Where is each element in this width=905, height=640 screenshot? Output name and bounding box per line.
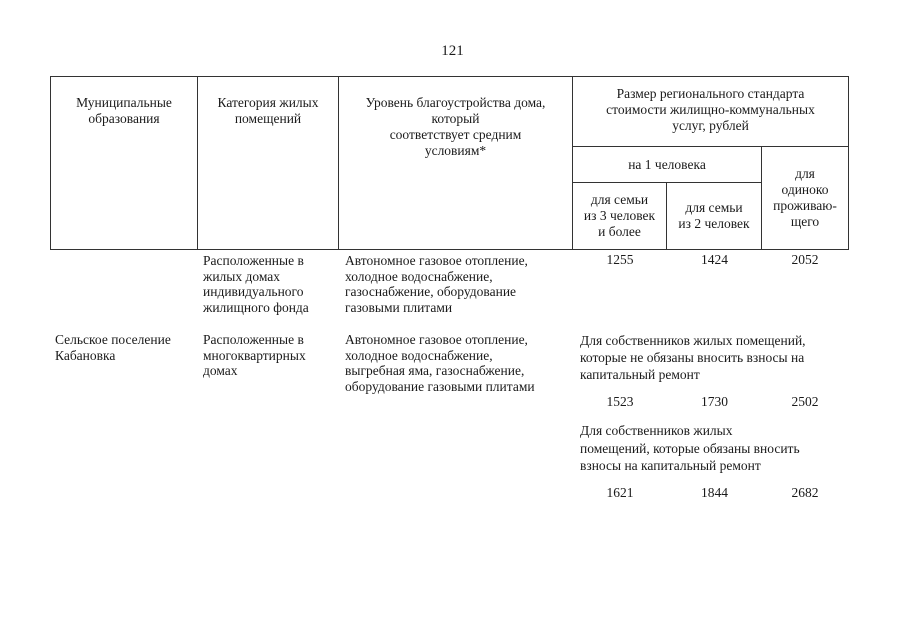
row2-group2-note-line: взносы на капитальный ремонт <box>580 458 761 473</box>
row1-value-family3: 1255 <box>606 252 634 267</box>
row2-group2-note <box>580 422 800 475</box>
row2-category-line: многоквартирных <box>203 347 306 363</box>
row2-category <box>203 332 306 379</box>
header-family-2 <box>667 183 762 250</box>
row2-group1-value-family2: 1730 <box>701 394 728 409</box>
header-category <box>198 77 339 250</box>
row1-value-single: 2052 <box>791 252 819 267</box>
row2-group2-value-family3: 1621 <box>606 485 634 500</box>
header-family-2-line: из 2 человек <box>678 216 750 231</box>
header-single-line: одиноко <box>781 182 829 197</box>
row1-level-line: газоснабжение, оборудование <box>345 284 517 299</box>
row2-level-line: холодное водоснабжение, <box>345 347 493 363</box>
row2-level-line: выгребная яма, газоснабжение, <box>345 363 525 378</box>
row1-category-line: Расположенные в <box>203 253 304 268</box>
row2-group1-note <box>580 332 806 383</box>
row1-category-line: жилищного фонда <box>203 299 309 315</box>
row2-municipality-line: Кабановка <box>55 347 116 363</box>
row2-category-line: Расположенные в <box>203 332 304 347</box>
page-number: 121 <box>441 43 464 59</box>
header-standard-size-line: услуг, рублей <box>672 118 749 133</box>
header-category-line: Категория жилых <box>217 95 319 110</box>
header-level-line: который <box>431 111 480 126</box>
header-single-line: щего <box>790 214 820 229</box>
header-family-3-line: для семьи <box>590 192 649 207</box>
row2-category-line: домах <box>203 363 238 378</box>
row2-group1-note-line: которые не обязаны вносить взносы на <box>580 350 805 365</box>
header-municipality <box>51 77 198 250</box>
header-level-line: условиям* <box>424 143 487 158</box>
header-municipality-line: Муниципальные <box>76 95 172 110</box>
row2-municipality <box>55 332 171 363</box>
row1-category <box>203 253 309 315</box>
header-level-line: Уровень благоустройства дома, <box>365 95 546 110</box>
row2-group1-note-line: Для собственников жилых помещений, <box>580 333 806 348</box>
row1-category-line: индивидуального <box>203 284 304 299</box>
header-family-3 <box>573 183 667 250</box>
header-family-3-line: и более <box>598 224 641 239</box>
row2-group2-value-single: 2682 <box>791 485 819 500</box>
row2-group1-value-single: 2502 <box>791 394 819 409</box>
table-header <box>50 76 849 250</box>
header-per-person: на 1 человека <box>573 147 762 183</box>
row2-group2-note-line: помещений, которые обязаны вносить <box>580 440 800 456</box>
row2-municipality-line: Сельское поселение <box>55 332 171 347</box>
header-category-line: помещений <box>234 111 302 126</box>
row2-level <box>345 332 535 394</box>
header-standard-size <box>573 77 849 147</box>
header-single-line: проживаю- <box>773 198 837 213</box>
row1-level-line: холодное водоснабжение, <box>345 268 493 284</box>
row2-group2-note-line: Для собственников жилых <box>580 423 733 438</box>
row2-group1-value-family3: 1523 <box>606 394 634 409</box>
row1-value-family2: 1424 <box>701 252 728 267</box>
header-family-2-line: для семьи <box>685 200 743 215</box>
row2-group1-note-line: капитальный ремонт <box>580 367 700 382</box>
row1-category-line: жилых домах <box>203 268 281 284</box>
header-single <box>762 147 849 250</box>
header-level-line: соответствует средним <box>389 127 522 142</box>
header-standard-size-line: Размер регионального стандарта <box>616 86 805 101</box>
row1-level-line: газовыми плитами <box>345 299 453 315</box>
row2-group2-value-family2: 1844 <box>701 485 728 500</box>
row2-level-line: оборудование газовыми плитами <box>345 378 535 394</box>
row2-level-line: Автономное газовое отопление, <box>345 332 528 347</box>
header-level <box>339 77 573 250</box>
header-family-3-line: из 3 человек <box>583 208 656 223</box>
header-municipality-line: образования <box>88 111 160 126</box>
row1-level-line: Автономное газовое отопление, <box>345 253 528 268</box>
row1-level <box>345 253 528 315</box>
header-standard-size-line: стоимости жилищно-коммунальных <box>606 102 815 117</box>
header-single-line: для <box>795 166 815 181</box>
